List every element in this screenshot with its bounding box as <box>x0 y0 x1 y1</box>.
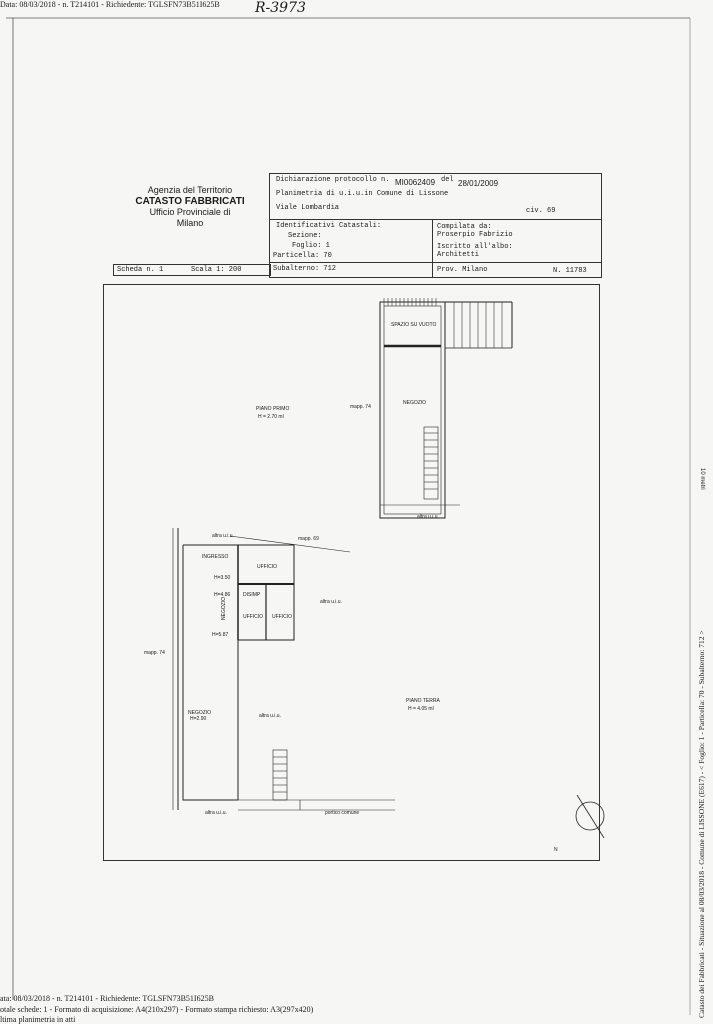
label-portico: portico comune <box>325 810 360 816</box>
label-h486: H=4.86 <box>214 592 231 598</box>
subalterno: Subalterno: 712 <box>273 265 337 273</box>
label-h-terra: H = 4.05 ml <box>408 706 434 712</box>
handwritten-code: R-3973 <box>255 0 306 16</box>
label-altra-b: altra u.i.u. <box>320 599 342 605</box>
label-piano-terra: PIANO TERRA <box>406 698 440 704</box>
label-h350: H=3.50 <box>214 575 231 581</box>
date-label: del <box>441 176 454 184</box>
label-ufficio3: UFFICIO <box>272 614 292 620</box>
address: Viale Lombardia <box>276 204 340 212</box>
label-altra-d: altra u.i.u. <box>205 810 227 816</box>
label-negozio-low: NEGOZIO <box>188 710 212 716</box>
scale-label: Scala 1: 200 <box>191 266 242 274</box>
civic-number: civ. 69 <box>526 207 556 215</box>
foglio: Foglio: 1 <box>292 242 330 250</box>
label-altra-c: altra u.i.u. <box>259 713 281 719</box>
label-altra-top: altra u.i.u. <box>417 514 439 520</box>
province: Prov. Milano <box>437 266 488 274</box>
label-altra-a: altra u.i.u. <box>212 533 234 539</box>
footer-line-3: ltima planimetria in atti <box>0 1015 76 1024</box>
label-mapp69: mapp. 69 <box>298 536 319 542</box>
ids-label: Identificativi Catastali: <box>276 222 382 230</box>
registration-number: N. 11783 <box>553 267 587 275</box>
agency-city: Milano <box>176 218 204 228</box>
label-spazio: SPAZIO SU VUOTO <box>391 322 437 328</box>
top-strip-text: Data: 08/03/2018 - n. T214101 - Richiedente: TGLSFN73B51I625B <box>0 0 220 9</box>
label-disimp: DISIMP <box>243 592 261 598</box>
agency-name: Agenzia del Territorio <box>147 185 233 195</box>
label-h-primo: H = 2.70 ml <box>258 414 284 420</box>
particella: Particella: 70 <box>273 252 332 260</box>
label-h587: H=5.87 <box>212 632 229 638</box>
label-piano-primo: PIANO PRIMO <box>256 406 290 412</box>
iscritto-label: Iscritto all'albo: <box>437 243 513 251</box>
label-mapp74-left: mapp. 74 <box>144 650 165 656</box>
side-status-text: Catasto dei Fabbricati - Situazione al 08/03/2018 - Comune di LISSONE (E617) - < Foglio: 1 - Particella: 70 - Subalterno: 712 > <box>697 630 706 1018</box>
north-label: N <box>554 847 558 853</box>
protocol-label: Dichiarazione protocollo n. <box>276 176 390 184</box>
label-ufficio1: UFFICIO <box>257 564 277 570</box>
footer-line-1: ata: 08/03/2018 - n. T214101 - Richiedente: TGLSFN73B51I625B <box>0 994 214 1003</box>
footer-line-2: otale schede: 1 - Formato di acquisizione: A4(210x297) - Formato stampa richiesto: A3(297x420) <box>0 1005 314 1014</box>
label-mapp74-top: mapp. 74 <box>350 404 371 410</box>
label-h290: H=2.90 <box>190 716 207 722</box>
iscritto-value: Architetti <box>437 251 480 259</box>
planimetria-line: Planimetria di u.i.u.in Comune di Lissone <box>276 190 449 198</box>
label-ingresso: INGRESSO <box>202 554 229 560</box>
protocol-date: 28/01/2009 <box>458 179 499 188</box>
label-negozio-vertical: NEGOZIO <box>221 596 227 620</box>
agency-office: Ufficio Provinciale di <box>149 207 231 217</box>
label-ufficio2: UFFICIO <box>243 614 263 620</box>
compilata-label: Compilata da: <box>437 223 492 231</box>
label-negozio-top: NEGOZIO <box>403 400 427 406</box>
protocol-number: MI0062409 <box>395 178 436 187</box>
sezione: Sezione: <box>288 232 322 240</box>
agency-catasto: CATASTO FABBRICATI <box>135 196 245 207</box>
scheda-label: Scheda n. 1 <box>117 266 164 274</box>
compilata-name: Proserpio Fabrizio <box>437 231 513 239</box>
scale-bar-label: 10 metri <box>699 468 705 490</box>
